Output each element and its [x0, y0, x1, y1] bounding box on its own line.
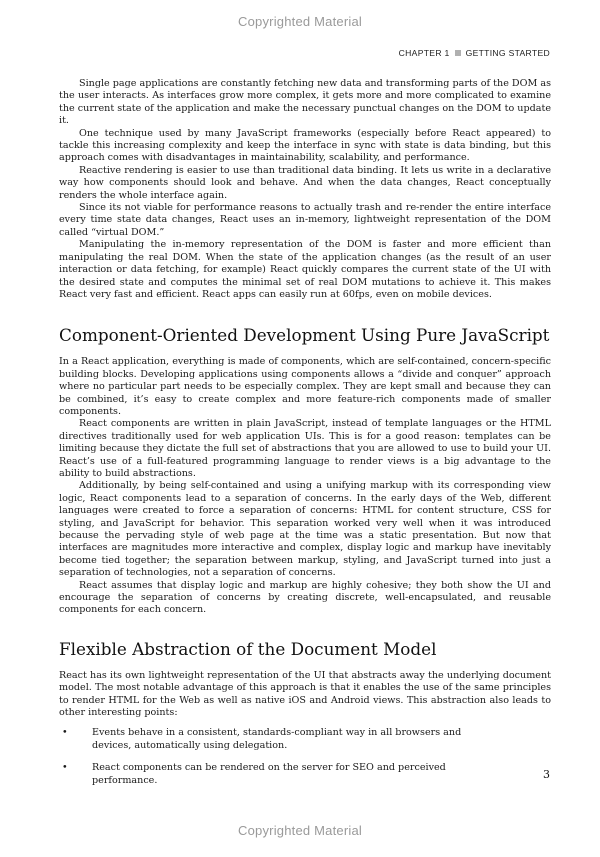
paragraph: React has its own lightweight representation of the UI that abstracts away the underlying document model. The most notable advantage of this approach is that it enables the use of the same principles to render HTML for the Web as well as native iOS and Android views. This abstraction also leads to other interesting points: — [59, 669, 551, 719]
section-heading-components: Component-Oriented Development Using Pure JavaScript — [59, 325, 550, 346]
paragraph: React components are written in plain JavaScript, instead of template languages or the HTML directives traditionally used for web application UIs. This is for a good reason: templates can be limiting because they dictate the full set of abstractions that you are allowed to use to build your UI. React’s use of a full-featured programming language to render views is a big advantage to the ability to build abstractions. — [59, 418, 551, 479]
paragraph: In a React application, everything is made of components, which are self-contained, concern-specific building blocks. Developing applications using components allows a “divide and conquer” approach where no particular part needs to be especially complex. They are kept small and because they can be combined, it’s easy to create complex and more feature-rich components made of smaller components. — [59, 356, 551, 417]
page-number: 3 — [543, 768, 550, 781]
paragraph: Manipulating the in-memory representation of the DOM is faster and more efficient than manipulating the real DOM. When the state of the application changes (as the result of an user interaction or data fetching, for example) React quickly compares the current state of the UI with the desired state and computes the minimal set of real DOM mutations to achieve it. This makes React very fast and efficient. React apps can easily run at 60fps, even on mobile devices. — [59, 239, 551, 300]
paragraph: Reactive rendering is easier to use than traditional data binding. It lets us write in a declarative way how components should look and behave. And when the data changes, React conceptually renders the whole interface again. — [59, 164, 551, 201]
paragraph: React assumes that display logic and markup are highly cohesive; they both show the UI and encourage the separation of concerns by creating discrete, well-encapsulated, and reusable components for each concern. — [59, 579, 551, 616]
paragraph: Additionally, by being self-contained and using a unifying markup with its corresponding view logic, React components lead to a separation of concerns. In the early days of the Web, different languages were created to force a separation of concerns: HTML for content structure, CSS for styling, and JavaScript for behavior. This separation worked very well when it was introduced because the pervading style of web page at the time was a static presentation. But now that interfaces are magnitudes more interactive and complex, display logic and markup have inevitably become tied together; the separation between markup, styling, and JavaScript turned into just a separation of technologies, not a separation of concerns. — [59, 480, 551, 579]
paragraph: Single page applications are constantly fetching new data and transforming parts of the DOM as the user interacts. As interfaces grow more complex, it gets more and more complicated to examine the current state of the application and make the necessary punctual changes on the DOM to update it. — [59, 78, 551, 127]
bullet-icon: • — [62, 762, 68, 774]
square-separator-icon — [455, 50, 461, 56]
running-head — [399, 48, 550, 58]
bullet-list — [59, 727, 551, 787]
body-text — [59, 78, 551, 797]
list-item-text: Events behave in a consistent, standards-compliant way in all browsers and devices, automatically using delegation. — [92, 727, 462, 751]
paragraph: Since its not viable for performance reasons to actually trash and re-render the entire interface every time state data changes, React uses an in-memory, lightweight representation of the DOM called “virtual DOM.” — [59, 202, 551, 238]
watermark-top: Copyrighted Material — [238, 14, 362, 29]
running-head-title: GETTING STARTED — [465, 48, 550, 58]
paragraph: One technique used by many JavaScript frameworks (especially before React appeared) to tackle this increasing complexity and keep the interface in sync with state is data binding, but this approach comes with disadvantages in maintainability, scalability, and performance. — [59, 127, 551, 164]
running-head-chapter: CHAPTER 1 — [398, 48, 450, 58]
section-heading-abstraction: Flexible Abstraction of the Document Model — [59, 638, 437, 659]
list-item — [59, 727, 472, 752]
list-item-text: React components can be rendered on the server for SEO and perceived performance. — [92, 762, 446, 786]
watermark-bottom: Copyrighted Material — [238, 823, 362, 838]
list-item — [59, 762, 472, 787]
bullet-icon: • — [62, 727, 68, 739]
